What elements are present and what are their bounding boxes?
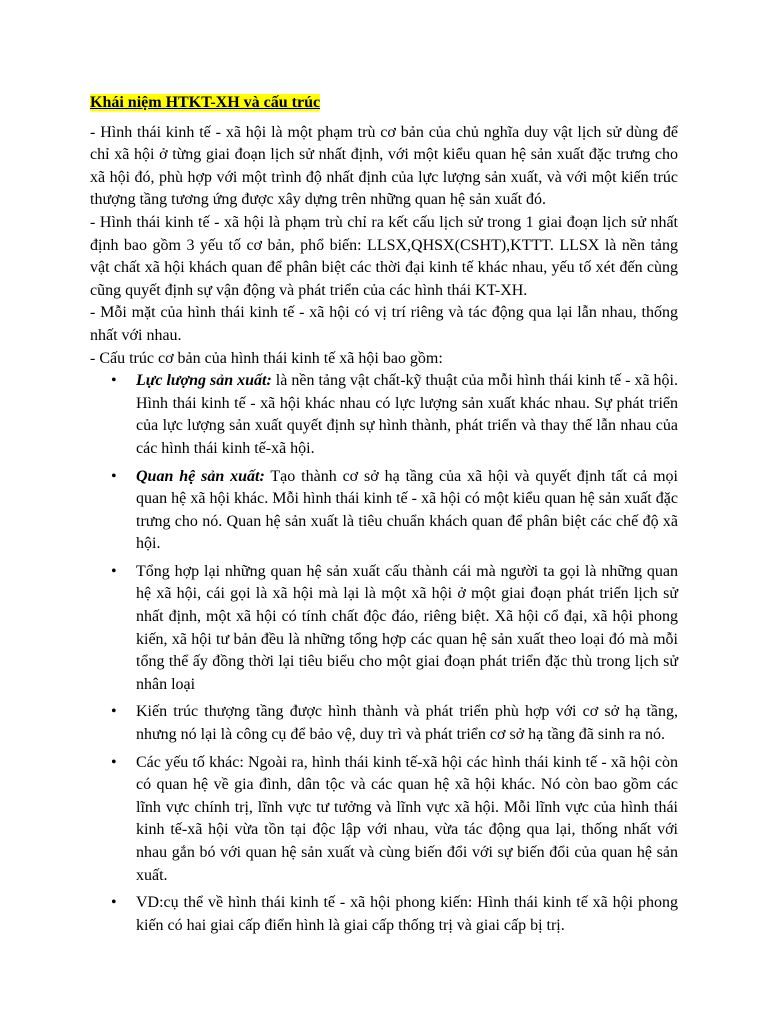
list-item-superstructure	[111, 701, 678, 746]
list-item-other-factors	[111, 752, 678, 888]
list-item-text: Tổng hợp lại những quan hệ sản xuất cấu thành cái mà người ta gọi là những quan hệ xã hội, cái gọi là xã hội mà lại là một xã hội ở một giai đoạn phát triển lịch sử nhất định, một xã hội có tính chất độc đáo, riêng biệt. Xã hội cổ đại, xã hội phong kiến, xã hội tư bản đều là những tổng hợp các quan hệ sản xuất theo loại đó mà mỗi tổng thể ấy đồng thời lại tiêu biểu cho một giai đoạn phát triển đặc thù trong lịch sử nhân loại	[136, 562, 678, 693]
bullet-icon: •	[111, 703, 117, 721]
bullet-icon: •	[111, 562, 117, 580]
section-heading	[90, 92, 678, 115]
bullet-icon: •	[111, 467, 117, 485]
bullet-icon: •	[111, 372, 117, 390]
term-label: Quan hệ sản xuất:	[136, 467, 265, 485]
term-label: Lực lượng sản xuất:	[136, 372, 272, 390]
bullet-icon: •	[111, 753, 117, 771]
components-list	[90, 370, 678, 937]
list-item-text: VD:cụ thể về hình thái kinh tế - xã hội phong kiến: Hình thái kinh tế xã hội phong kiến có hai giai cấp điển hình là giai cấp thống trị và giai cấp bị trị.	[136, 894, 678, 934]
paragraph-components-intro: - Cấu trúc cơ bản của hình thái kinh tế xã hội bao gồm:	[90, 349, 443, 367]
list-item-text: Các yếu tố khác: Ngoài ra, hình thái kinh tế-xã hội các hình thái kinh tế - xã hội còn có quan hệ về gia đình, dân tộc và các quan hệ xã hội khác. Nó còn bao gồm các lĩnh vực chính trị, lĩnh vực tư tưởng và lĩnh vực xã hội. Mỗi lĩnh vực của hình thái kinh tế-xã hội vừa tồn tại độc lập với nhau, vừa tác động qua lại, thống nhất với nhau gắn bó với quan hệ sản xuất và cùng biến đổi với sự biến đổi của quan hệ sản xuất.	[136, 753, 678, 884]
list-item-text: Kiến trúc thượng tầng được hình thành và phát triển phù hợp với cơ sở hạ tầng, nhưng nó lại là công cụ để bảo vệ, duy trì và phát triển cơ sở hạ tầng đã sinh ra nó.	[136, 703, 678, 744]
list-item-text: là nền tảng vật chất-kỹ thuật của mỗi hình thái kinh tế - xã hội. Hình thái kinh tế - xã hội khác nhau có lực lượng sản xuất khác nhau. Sự phát triển của lực lượng sản xuất quyết định sự hình thành, phát triển và thay thế lẫn nhau của các hình thái kinh tế-xã hội.	[136, 372, 678, 457]
list-item-summary	[111, 561, 678, 697]
paragraph-definition: - Hình thái kinh tế - xã hội là một phạm trù cơ bản của chủ nghĩa duy vật lịch sử dùng để chỉ xã hội ở từng giai đoạn lịch sử nhất định, với một kiểu quan hệ sản xuất đặc trưng cho xã hội đó, phù hợp với một trình độ nhất định của lực lượng sản xuất, và với một kiến trúc thượng tầng tương ứng được xây dựng trên những quan hệ sản xuất đó.	[90, 123, 678, 209]
list-item-text: Tạo thành cơ sở hạ tầng của xã hội và quyết định tất cả mọi quan hệ xã hội khác. Mỗi hình thái kinh tế - xã hội có một kiểu quan hệ sản xuất đặc trưng cho nó. Quan hệ sản xuất là tiêu chuẩn khách quan để phân biệt các chế độ xã hội.	[136, 467, 678, 553]
list-item-productive-forces	[111, 370, 678, 460]
paragraph-interrelation: - Mỗi mặt của hình thái kinh tế - xã hội có vị trí riêng và tác động qua lại lẫn nhau, thống nhất với nhau.	[90, 304, 678, 344]
paragraph-structure: - Hình thái kinh tế - xã hội là phạm trù chỉ ra kết cấu lịch sử trong 1 giai đoạn lịch sử nhất định bao gồm 3 yếu tố cơ bản, phổ biến: LLSX,QHSX(CSHT),KTTT. LLSX là nền tảng vật chất xã hội khách quan để phân biệt các thời đại kinh tế khác nhau, yếu tố xét đến cùng cũng quyết định sự vận động và phát triển của các hình thái KT-XH.	[90, 213, 678, 299]
list-item-production-relations	[111, 466, 678, 556]
bullet-icon: •	[111, 894, 117, 912]
section-heading-text: Khái niệm HTKT-XH và cấu trúc	[90, 94, 321, 111]
list-item-example	[111, 892, 678, 937]
